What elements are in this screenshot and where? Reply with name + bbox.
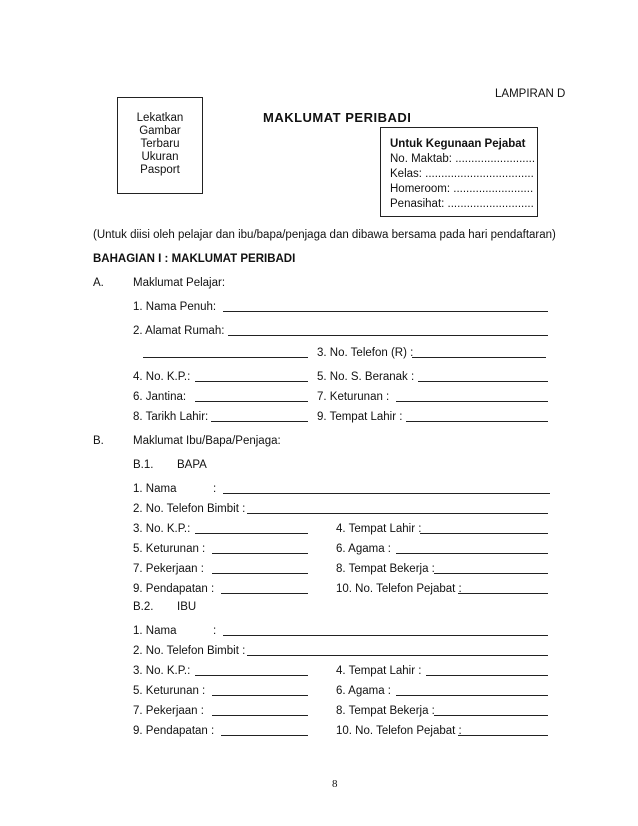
ibu-label-telefon-pejabat: 10. No. Telefon Pejabat : — [336, 725, 462, 737]
photo-line: Ukuran — [141, 151, 179, 163]
bapa-label-pekerjaan: 7. Pekerjaan : — [133, 563, 204, 575]
section-heading: BAHAGIAN I : MAKLUMAT PERIBADI — [93, 253, 296, 265]
bapa-nama-colon: : — [213, 483, 217, 495]
bapa-label-keturunan: 5. Keturunan : — [133, 543, 206, 555]
photo-line: Terbaru — [140, 138, 180, 150]
field-label-sijil-beranak: 5. No. S. Beranak : — [317, 371, 415, 383]
ibu-tempat-bekerja-input-line[interactable] — [434, 715, 548, 716]
bapa-label-nama: 1. Nama — [133, 483, 177, 495]
bapa-label-kp: 3. No. K.P.: — [133, 523, 191, 535]
ibu-nama-input-line[interactable] — [223, 635, 548, 636]
section-b-title: Maklumat Ibu/Bapa/Penjaga: — [133, 435, 281, 447]
field-label-keturunan: 7. Keturunan : — [317, 391, 390, 403]
ibu-kp-input-line[interactable] — [195, 675, 308, 676]
bapa-pendapatan-input-line[interactable] — [221, 593, 308, 594]
ibu-label-tempat-lahir: 4. Tempat Lahir : — [336, 665, 422, 677]
field-label-telefon-rumah: 3. No. Telefon (R) : — [317, 347, 414, 359]
bapa-label-agama: 6. Agama : — [336, 543, 391, 555]
tarikh-lahir-input-line[interactable] — [211, 421, 308, 422]
ibu-pekerjaan-input-line[interactable] — [212, 715, 308, 716]
alamat-input-line-2[interactable] — [143, 357, 308, 358]
bapa-label: BAPA — [177, 459, 207, 471]
office-field-homeroom[interactable]: Homeroom: ......................... — [390, 183, 534, 195]
tempat-lahir-input-line[interactable] — [406, 421, 548, 422]
bapa-label-telefon-pejabat: 10. No. Telefon Pejabat : — [336, 583, 462, 595]
ibu-label-kp: 3. No. K.P.: — [133, 665, 191, 677]
section-a-title: Maklumat Pelajar: — [133, 277, 226, 289]
ibu-label-pekerjaan: 7. Pekerjaan : — [133, 705, 204, 717]
appendix-label: LAMPIRAN D — [495, 88, 566, 100]
bapa-telefon-pejabat-input-line[interactable] — [458, 593, 548, 594]
nama-penuh-input-line[interactable] — [223, 311, 548, 312]
jantina-input-line[interactable] — [195, 401, 308, 402]
ibu-telefon-pejabat-input-line[interactable] — [458, 735, 548, 736]
field-label-no-kp: 4. No. K.P.: — [133, 371, 191, 383]
office-field-kelas[interactable]: Kelas: .................................. — [390, 168, 534, 180]
ibu-agama-input-line[interactable] — [396, 695, 548, 696]
sijil-beranak-input-line[interactable] — [418, 381, 548, 382]
bapa-label-bimbit: 2. No. Telefon Bimbit : — [133, 503, 246, 515]
ibu-label-agama: 6. Agama : — [336, 685, 391, 697]
bapa-tempat-bekerja-input-line[interactable] — [434, 573, 548, 574]
no-kp-input-line[interactable] — [195, 381, 308, 382]
ibu-label-keturunan: 5. Keturunan : — [133, 685, 206, 697]
ibu-bimbit-input-line[interactable] — [247, 655, 548, 656]
bapa-code: B.1. — [133, 459, 154, 471]
photo-line: Pasport — [140, 164, 180, 176]
ibu-tempat-lahir-input-line[interactable] — [426, 675, 548, 676]
office-field-maktab[interactable]: No. Maktab: ......................... — [390, 153, 536, 165]
alamat-input-line-1[interactable] — [228, 335, 548, 336]
ibu-label-tempat-bekerja: 8. Tempat Bekerja : — [336, 705, 435, 717]
ibu-label-bimbit: 2. No. Telefon Bimbit : — [133, 645, 246, 657]
bapa-nama-input-line[interactable] — [223, 493, 550, 494]
page-number: 8 — [332, 778, 338, 790]
bapa-label-tempat-bekerja: 8. Tempat Bekerja : — [336, 563, 435, 575]
ibu-label-pendapatan: 9. Pendapatan : — [133, 725, 215, 737]
photo-line: Lekatkan — [136, 112, 184, 124]
bapa-label-pendapatan: 9. Pendapatan : — [133, 583, 215, 595]
field-label-tempat-lahir: 9. Tempat Lahir : — [317, 411, 403, 423]
ibu-nama-colon: : — [213, 625, 217, 637]
section-b-letter: B. — [93, 435, 104, 447]
bapa-kp-input-line[interactable] — [195, 533, 308, 534]
page-title: MAKLUMAT PERIBADI — [263, 110, 412, 125]
office-field-penasihat[interactable]: Penasihat: ........................... — [390, 198, 534, 210]
ibu-keturunan-input-line[interactable] — [212, 695, 308, 696]
field-label-alamat: 2. Alamat Rumah: — [133, 325, 225, 337]
photo-box — [117, 97, 203, 194]
office-use-box — [380, 127, 538, 217]
bapa-keturunan-input-line[interactable] — [212, 553, 308, 554]
bapa-tempat-lahir-input-line[interactable] — [420, 533, 548, 534]
field-label-nama-penuh: 1. Nama Penuh: — [133, 301, 217, 313]
ibu-pendapatan-input-line[interactable] — [221, 735, 308, 736]
ibu-label: IBU — [177, 601, 197, 613]
section-a-letter: A. — [93, 277, 104, 289]
bapa-pekerjaan-input-line[interactable] — [212, 573, 308, 574]
bapa-agama-input-line[interactable] — [396, 553, 548, 554]
office-box-title: Untuk Kegunaan Pejabat — [390, 138, 526, 150]
keturunan-input-line[interactable] — [396, 401, 548, 402]
field-label-jantina: 6. Jantina: — [133, 391, 187, 403]
instruction-text: (Untuk diisi oleh pelajar dan ibu/bapa/penjaga dan dibawa bersama pada hari pendaftaran) — [93, 229, 556, 241]
bapa-bimbit-input-line[interactable] — [247, 513, 548, 514]
ibu-label-nama: 1. Nama — [133, 625, 177, 637]
telefon-rumah-input-line[interactable] — [412, 357, 546, 358]
bapa-label-tempat-lahir: 4. Tempat Lahir : — [336, 523, 422, 535]
photo-line: Gambar — [139, 125, 181, 137]
field-label-tarikh-lahir: 8. Tarikh Lahir: — [133, 411, 209, 423]
ibu-code: B.2. — [133, 601, 154, 613]
